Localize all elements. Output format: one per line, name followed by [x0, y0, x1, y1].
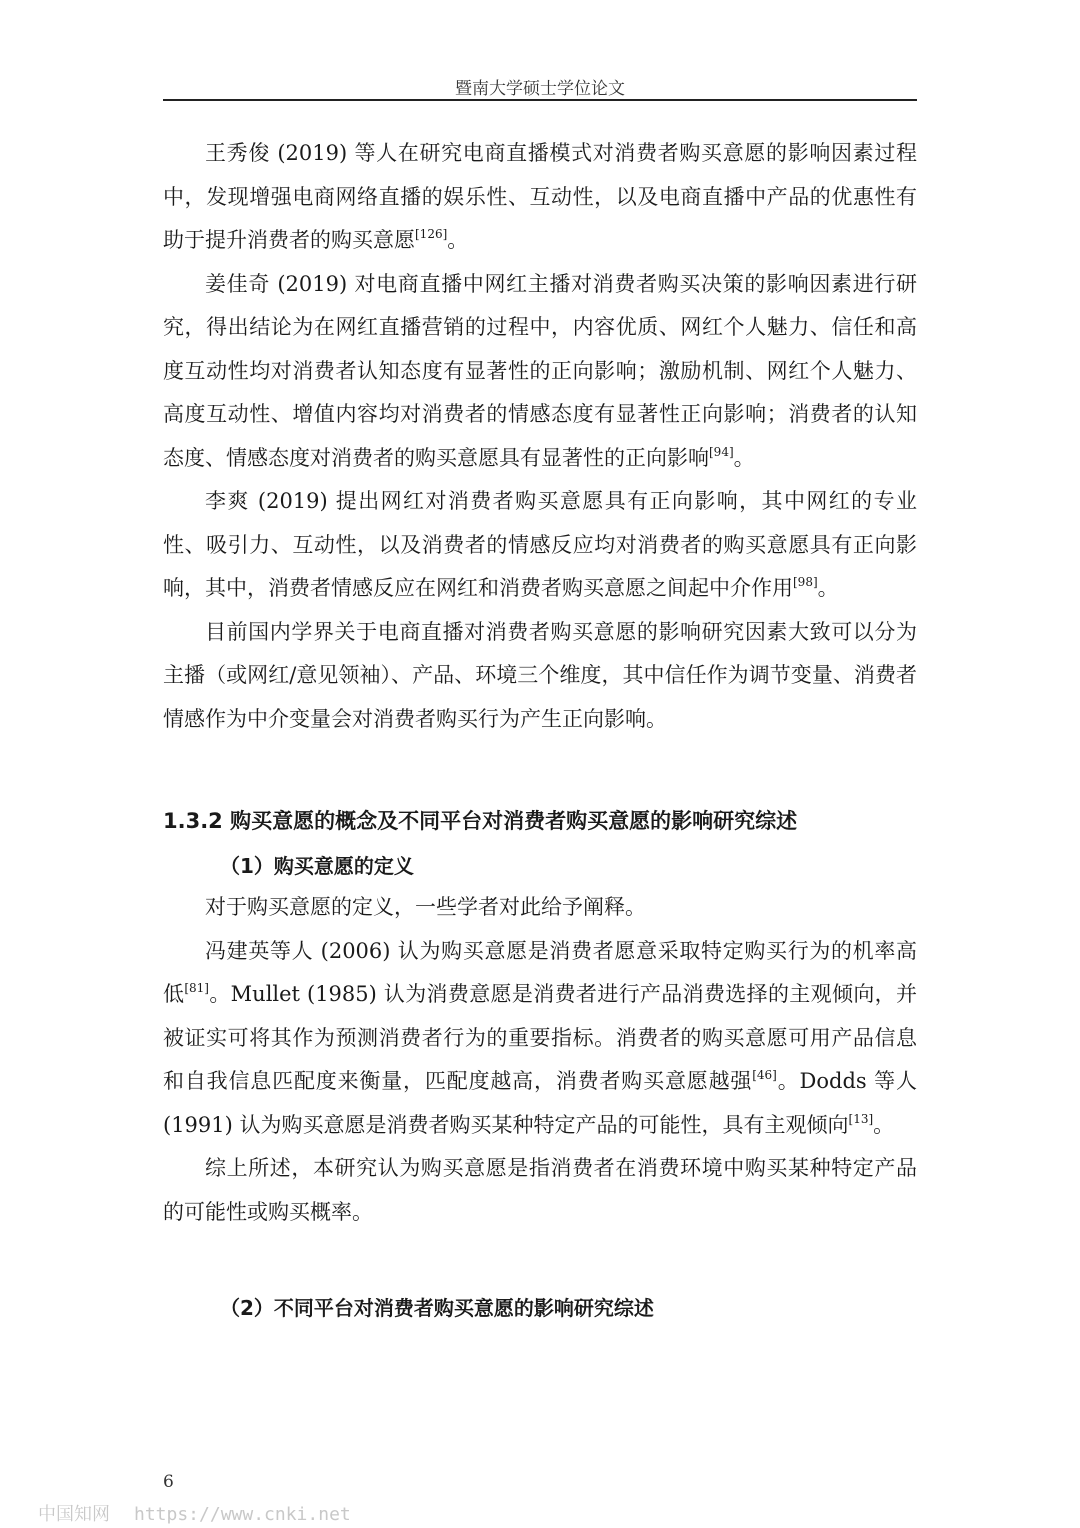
running-header: 暨南大学硕士学位论文 — [455, 79, 625, 99]
paragraph-text: 。Mullet (1985) 认为消费意愿是消费者进行产品消费选择的主观倾向，并被证实可将其作为预测消费者行为的重要指标。消费者的购买意愿可用产品信息和自我信息匹配度来衡量，匹配度越高，消费者购买意愿越强 — [163, 982, 917, 1093]
paragraph-summary-domestic — [163, 611, 917, 742]
paragraph-conclusion — [163, 1147, 917, 1234]
citation-ref: [94] — [709, 444, 734, 459]
citation-ref: [13] — [848, 1111, 874, 1126]
watermark-logo: 中国知网 — [38, 1504, 110, 1525]
paragraph-li — [163, 480, 917, 611]
paragraph-text: 冯建英等人 (2006) 认为购买意愿是消费者愿意采取特定购买行为的机率高低 — [163, 938, 917, 1006]
paragraph-text: 对于购买意愿的定义，一些学者对此给予阐释。 — [205, 895, 646, 919]
paragraph-text: 综上所述，本研究认为购买意愿是指消费者在消费环境中购买某种特定产品的可能性或购买概率。 — [163, 1156, 917, 1224]
paragraph-text: 。Dodds 等人 (1991) 认为购买意愿是消费者购买某种特定产品的可能性，具有主观倾向 — [163, 1069, 917, 1137]
paragraph-text: 目前国内学界关于电商直播对消费者购买意愿的影响研究因素大致可以分为主播（或网红/意见领袖）、产品、环境三个维度，其中信任作为调节变量、消费者情感作为中介变量会对消费者购买行为产生正向影响。 — [163, 619, 917, 731]
paragraph-jiang — [163, 263, 917, 481]
citation-ref: [98] — [793, 575, 818, 589]
section-heading: 1.3.2 购买意愿的概念及不同平台对消费者购买意愿的影响研究综述 — [163, 809, 798, 833]
citation-ref: [46] — [752, 1068, 777, 1082]
paragraph-tail: 。 — [733, 445, 755, 470]
citation-ref: [81] — [184, 981, 209, 995]
body-block-b — [163, 886, 917, 1234]
citation-ref: [126] — [415, 227, 448, 241]
paragraph-intro — [163, 886, 917, 930]
body-block-a — [163, 132, 917, 741]
paragraph-text: 李爽 (2019) 提出网红对消费者购买意愿具有正向影响，其中网红的专业性、吸引力、互动性，以及消费者的情感反应均对消费者的购买意愿具有正向影响，其中，消费者情感反应在网红和消费者购买意愿之间起中介作用 — [163, 489, 917, 600]
page-number: 6 — [163, 1472, 174, 1492]
paragraph-text: 姜佳奇 (2019) 对电商直播中网红主播对消费者购买决策的影响因素进行研究，得出结论为在网红直播营销的过程中，内容优质、网红个人魅力、信任和高度互动性均对消费者认知态度有显著性的正向影响；激励机制、网红个人魅力、高度互动性、增值内容均对消费者的情感态度有显著性正向影响；消费者的认知态度、情感态度对消费者的购买意愿具有显著性的正向影响 — [163, 271, 917, 470]
sub-heading-definition: （1）购买意愿的定义 — [220, 854, 414, 878]
paragraph-tail: 。 — [817, 576, 839, 600]
paragraph-definitions — [163, 930, 917, 1148]
sub-heading-platforms: （2）不同平台对消费者购买意愿的影响研究综述 — [220, 1296, 654, 1320]
paragraph-tail: 。 — [447, 228, 469, 252]
watermark-url: https://www.cnki.net — [134, 1504, 351, 1525]
paragraph-tail: 。 — [873, 1112, 895, 1137]
paragraph-text: 王秀俊 (2019) 等人在研究电商直播模式对消费者购买意愿的影响因素过程中，发现增强电商网络直播的娱乐性、互动性，以及电商直播中产品的优惠性有助于提升消费者的购买意愿 — [163, 141, 917, 252]
paragraph-wang — [163, 132, 917, 263]
watermark — [38, 1500, 351, 1526]
header-rule — [163, 99, 917, 101]
